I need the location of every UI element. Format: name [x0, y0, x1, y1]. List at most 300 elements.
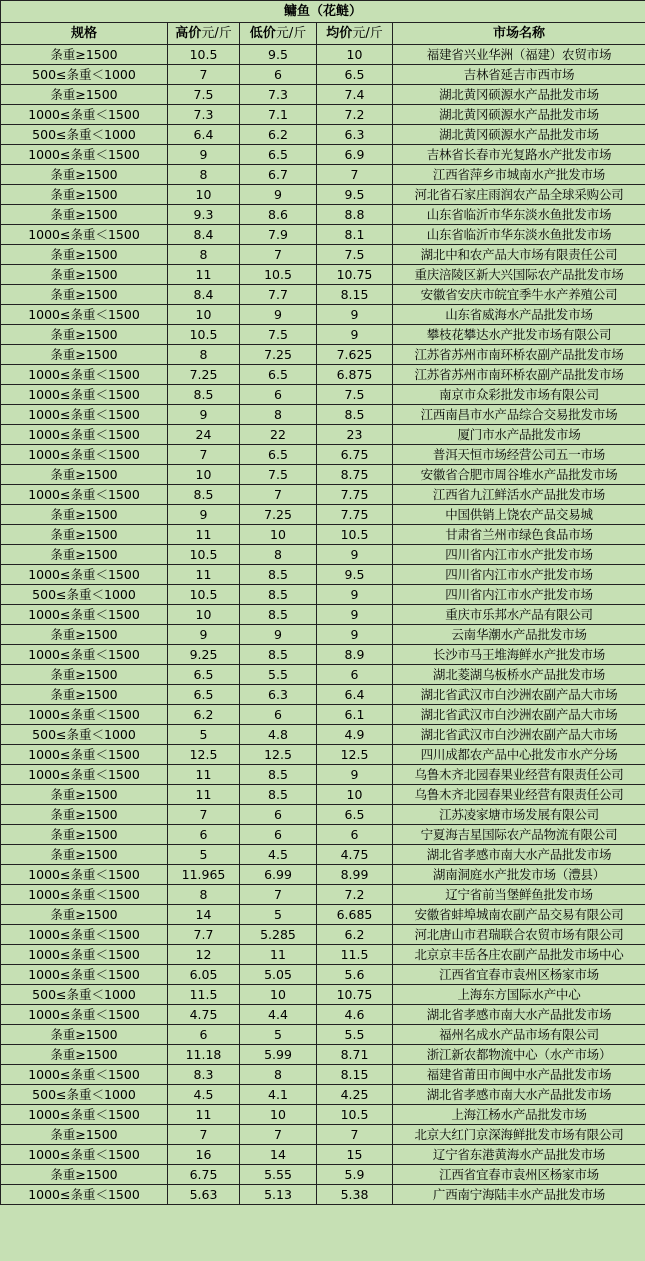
- cell-low: 6: [240, 705, 317, 725]
- cell-spec: 500≤条重＜1000: [1, 65, 168, 85]
- cell-avg: 9: [317, 605, 393, 625]
- cell-avg: 9: [317, 585, 393, 605]
- table-row: [1, 1145, 645, 1165]
- cell-market: 福建省莆田市闽中水产品批发市场: [393, 1065, 645, 1085]
- cell-low: 10: [240, 985, 317, 1005]
- cell-market: 南京市众彩批发市场有限公司: [393, 385, 645, 405]
- cell-spec: 500≤条重＜1000: [1, 1085, 168, 1105]
- table-row: [1, 165, 645, 185]
- cell-market: 四川省内江市水产批发市场: [393, 565, 645, 585]
- cell-avg: 8.5: [317, 405, 393, 425]
- cell-market: 湖北省武汉市白沙洲农副产品大市场: [393, 705, 645, 725]
- table-row: [1, 245, 645, 265]
- cell-market: 重庆涪陵区新大兴国际农产品批发市场: [393, 265, 645, 285]
- cell-high: 7.3: [168, 105, 240, 125]
- cell-high: 9: [168, 625, 240, 645]
- cell-low: 7: [240, 485, 317, 505]
- table-title: 鳙鱼（花鲢）: [1, 1, 645, 23]
- cell-low: 7.1: [240, 105, 317, 125]
- cell-spec: 1000≤条重＜1500: [1, 105, 168, 125]
- cell-high: 11: [168, 565, 240, 585]
- cell-market: 福州名成水产品市场有限公司: [393, 1025, 645, 1045]
- cell-low: 6.5: [240, 145, 317, 165]
- table-row: [1, 965, 645, 985]
- cell-low: 7.25: [240, 345, 317, 365]
- title-row: [1, 1, 645, 23]
- cell-avg: 7: [317, 165, 393, 185]
- cell-low: 5.5: [240, 665, 317, 685]
- table-row: [1, 785, 645, 805]
- header-avg-label: 均价: [326, 26, 353, 41]
- cell-low: 6.99: [240, 865, 317, 885]
- cell-low: 14: [240, 1145, 317, 1165]
- cell-high: 11: [168, 525, 240, 545]
- cell-high: 5: [168, 725, 240, 745]
- cell-avg: 10.75: [317, 265, 393, 285]
- table-row: [1, 425, 645, 445]
- cell-spec: 条重≥1500: [1, 205, 168, 225]
- cell-avg: 10.75: [317, 985, 393, 1005]
- cell-low: 8.6: [240, 205, 317, 225]
- cell-avg: 7.625: [317, 345, 393, 365]
- cell-market: 辽宁省东港黄海水产品批发市场: [393, 1145, 645, 1165]
- cell-high: 14: [168, 905, 240, 925]
- cell-market: 上海江杨水产品批发市场: [393, 1105, 645, 1125]
- cell-avg: 7.5: [317, 385, 393, 405]
- header-avg-unit: 元/斤: [352, 26, 383, 41]
- cell-avg: 6.4: [317, 685, 393, 705]
- cell-avg: 11.5: [317, 945, 393, 965]
- cell-spec: 1000≤条重＜1500: [1, 705, 168, 725]
- cell-spec: 1000≤条重＜1500: [1, 225, 168, 245]
- cell-market: 江苏省苏州市南环桥农副产品批发市场: [393, 365, 645, 385]
- cell-market: 吉林省长春市光复路水产批发市场: [393, 145, 645, 165]
- cell-market: 湖北省武汉市白沙洲农副产品大市场: [393, 725, 645, 745]
- cell-high: 16: [168, 1145, 240, 1165]
- cell-market: 山东省临沂市华东淡水鱼批发市场: [393, 225, 645, 245]
- cell-market: 乌鲁木齐北园春果业经营有限责任公司: [393, 765, 645, 785]
- cell-market: 吉林省延吉市西市场: [393, 65, 645, 85]
- cell-avg: 15: [317, 1145, 393, 1165]
- cell-high: 11: [168, 785, 240, 805]
- table-row: [1, 125, 645, 145]
- cell-avg: 7.5: [317, 245, 393, 265]
- cell-market: 中国供销上饶农产品交易城: [393, 505, 645, 525]
- table-row: [1, 805, 645, 825]
- cell-avg: 4.9: [317, 725, 393, 745]
- cell-high: 10: [168, 185, 240, 205]
- cell-high: 10: [168, 605, 240, 625]
- cell-high: 8: [168, 165, 240, 185]
- cell-avg: 7.2: [317, 105, 393, 125]
- cell-spec: 条重≥1500: [1, 465, 168, 485]
- cell-avg: 6.9: [317, 145, 393, 165]
- cell-avg: 12.5: [317, 745, 393, 765]
- table-row: [1, 1045, 645, 1065]
- cell-high: 7: [168, 445, 240, 465]
- cell-spec: 1000≤条重＜1500: [1, 1145, 168, 1165]
- cell-high: 9: [168, 405, 240, 425]
- cell-avg: 9: [317, 765, 393, 785]
- cell-high: 6.5: [168, 665, 240, 685]
- cell-low: 5.285: [240, 925, 317, 945]
- cell-low: 6: [240, 825, 317, 845]
- cell-avg: 8.1: [317, 225, 393, 245]
- cell-spec: 1000≤条重＜1500: [1, 945, 168, 965]
- table-row: [1, 305, 645, 325]
- cell-avg: 6.75: [317, 445, 393, 465]
- cell-high: 7.25: [168, 365, 240, 385]
- cell-avg: 6.5: [317, 65, 393, 85]
- cell-market: 湖北省孝感市南大水产品批发市场: [393, 1085, 645, 1105]
- cell-avg: 6.5: [317, 805, 393, 825]
- cell-market: 上海东方国际水产中心: [393, 985, 645, 1005]
- cell-avg: 7.75: [317, 485, 393, 505]
- cell-avg: 8.15: [317, 1065, 393, 1085]
- cell-low: 7.3: [240, 85, 317, 105]
- table-row: [1, 1185, 645, 1205]
- cell-high: 9: [168, 505, 240, 525]
- cell-low: 7.5: [240, 325, 317, 345]
- cell-high: 24: [168, 425, 240, 445]
- cell-avg: 4.25: [317, 1085, 393, 1105]
- table-row: [1, 1105, 645, 1125]
- table-row: [1, 105, 645, 125]
- cell-market: 湖北省孝感市南大水产品批发市场: [393, 845, 645, 865]
- cell-market: 江西南昌市水产品综合交易批发市场: [393, 405, 645, 425]
- cell-avg: 8.99: [317, 865, 393, 885]
- cell-low: 7: [240, 1125, 317, 1145]
- cell-low: 8.5: [240, 645, 317, 665]
- cell-spec: 条重≥1500: [1, 525, 168, 545]
- cell-high: 7.7: [168, 925, 240, 945]
- cell-spec: 条重≥1500: [1, 825, 168, 845]
- cell-market: 江西省宜春市袁州区杨家市场: [393, 965, 645, 985]
- cell-spec: 1000≤条重＜1500: [1, 445, 168, 465]
- cell-spec: 条重≥1500: [1, 1025, 168, 1045]
- cell-low: 6: [240, 385, 317, 405]
- cell-low: 10.5: [240, 265, 317, 285]
- cell-low: 5.55: [240, 1165, 317, 1185]
- table-row: [1, 565, 645, 585]
- table-row: [1, 665, 645, 685]
- cell-high: 6.75: [168, 1165, 240, 1185]
- table-row: [1, 985, 645, 1005]
- table-row: [1, 225, 645, 245]
- cell-low: 8.5: [240, 605, 317, 625]
- cell-spec: 条重≥1500: [1, 285, 168, 305]
- table-row: [1, 505, 645, 525]
- cell-high: 7: [168, 65, 240, 85]
- table-row: [1, 345, 645, 365]
- table-row: [1, 145, 645, 165]
- cell-low: 8: [240, 1065, 317, 1085]
- cell-low: 8.5: [240, 785, 317, 805]
- cell-high: 4.75: [168, 1005, 240, 1025]
- cell-spec: 1000≤条重＜1500: [1, 1105, 168, 1125]
- table-row: [1, 765, 645, 785]
- cell-spec: 条重≥1500: [1, 1125, 168, 1145]
- cell-spec: 1000≤条重＜1500: [1, 405, 168, 425]
- cell-spec: 1000≤条重＜1500: [1, 145, 168, 165]
- cell-avg: 6.875: [317, 365, 393, 385]
- cell-market: 四川省内江市水产批发市场: [393, 545, 645, 565]
- cell-spec: 条重≥1500: [1, 545, 168, 565]
- table-row: [1, 905, 645, 925]
- cell-low: 5.13: [240, 1185, 317, 1205]
- cell-market: 湖北黄冈硕源水产品批发市场: [393, 125, 645, 145]
- cell-spec: 条重≥1500: [1, 905, 168, 925]
- cell-low: 7.9: [240, 225, 317, 245]
- table-row: [1, 885, 645, 905]
- cell-avg: 8.75: [317, 465, 393, 485]
- header-low-unit: 元/斤: [275, 26, 307, 41]
- cell-spec: 条重≥1500: [1, 165, 168, 185]
- cell-spec: 条重≥1500: [1, 685, 168, 705]
- cell-spec: 500≤条重＜1000: [1, 725, 168, 745]
- table-row: [1, 545, 645, 565]
- cell-spec: 条重≥1500: [1, 665, 168, 685]
- cell-avg: 6: [317, 825, 393, 845]
- cell-spec: 条重≥1500: [1, 265, 168, 285]
- cell-avg: 6.1: [317, 705, 393, 725]
- table-row: [1, 1025, 645, 1045]
- table-row: [1, 725, 645, 745]
- cell-market: 浙江新农都物流中心（水产市场）: [393, 1045, 645, 1065]
- cell-avg: 7.2: [317, 885, 393, 905]
- cell-high: 6.5: [168, 685, 240, 705]
- cell-high: 10.5: [168, 325, 240, 345]
- table-row: [1, 1165, 645, 1185]
- table-row: [1, 325, 645, 345]
- table-row: [1, 525, 645, 545]
- cell-high: 8: [168, 345, 240, 365]
- header-high-unit: 元/斤: [201, 26, 232, 41]
- cell-avg: 8.15: [317, 285, 393, 305]
- table-row: [1, 1125, 645, 1145]
- cell-spec: 1000≤条重＜1500: [1, 365, 168, 385]
- cell-spec: 条重≥1500: [1, 245, 168, 265]
- cell-spec: 1000≤条重＜1500: [1, 485, 168, 505]
- cell-market: 湖北省孝感市南大水产品批发市场: [393, 1005, 645, 1025]
- cell-market: 长沙市马王堆海鲜水产批发市场: [393, 645, 645, 665]
- table-row: [1, 705, 645, 725]
- header-high-label: 高价: [175, 26, 202, 41]
- cell-market: 乌鲁木齐北园春果业经营有限责任公司: [393, 785, 645, 805]
- cell-spec: 条重≥1500: [1, 1045, 168, 1065]
- cell-high: 8.5: [168, 385, 240, 405]
- cell-spec: 条重≥1500: [1, 185, 168, 205]
- table-row: [1, 685, 645, 705]
- cell-low: 5: [240, 1025, 317, 1045]
- cell-market: 湖南洞庭水产批发市场（澧县）: [393, 865, 645, 885]
- table-row: [1, 825, 645, 845]
- header-low-label: 低价: [249, 26, 276, 41]
- header-high: [168, 23, 240, 45]
- cell-high: 7: [168, 805, 240, 825]
- cell-high: 9.3: [168, 205, 240, 225]
- cell-low: 9.5: [240, 45, 317, 65]
- cell-high: 5: [168, 845, 240, 865]
- cell-spec: 1000≤条重＜1500: [1, 1005, 168, 1025]
- cell-spec: 500≤条重＜1000: [1, 125, 168, 145]
- cell-high: 6.4: [168, 125, 240, 145]
- cell-low: 4.5: [240, 845, 317, 865]
- cell-market: 福建省兴业华洲（福建）农贸市场: [393, 45, 645, 65]
- header-row: [1, 23, 645, 45]
- cell-market: 湖北黄冈硕源水产品批发市场: [393, 105, 645, 125]
- cell-low: 7.7: [240, 285, 317, 305]
- header-low: [240, 23, 317, 45]
- header-market: 市场名称: [393, 23, 645, 45]
- cell-high: 6: [168, 1025, 240, 1045]
- cell-high: 8.4: [168, 225, 240, 245]
- cell-spec: 1000≤条重＜1500: [1, 385, 168, 405]
- cell-spec: 500≤条重＜1000: [1, 985, 168, 1005]
- cell-market: 重庆市乐邦水产品有限公司: [393, 605, 645, 625]
- cell-high: 4.5: [168, 1085, 240, 1105]
- cell-market: 湖北菱湖乌板桥水产品批发市场: [393, 665, 645, 685]
- cell-high: 8.5: [168, 485, 240, 505]
- cell-market: 江西省九江鲜活水产品批发市场: [393, 485, 645, 505]
- cell-high: 11.18: [168, 1045, 240, 1065]
- cell-market: 云南华潮水产品批发市场: [393, 625, 645, 645]
- cell-high: 12.5: [168, 745, 240, 765]
- cell-avg: 9.5: [317, 565, 393, 585]
- cell-high: 7: [168, 1125, 240, 1145]
- table-row: [1, 265, 645, 285]
- cell-avg: 9: [317, 545, 393, 565]
- cell-high: 7.5: [168, 85, 240, 105]
- cell-low: 8.5: [240, 565, 317, 585]
- cell-spec: 条重≥1500: [1, 805, 168, 825]
- cell-low: 6.2: [240, 125, 317, 145]
- cell-low: 6.5: [240, 365, 317, 385]
- table-row: [1, 945, 645, 965]
- cell-avg: 23: [317, 425, 393, 445]
- cell-market: 安徽省合肥市周谷堆水产品批发市场: [393, 465, 645, 485]
- cell-high: 10: [168, 305, 240, 325]
- cell-market: 山东省威海水产品批发市场: [393, 305, 645, 325]
- cell-avg: 6.2: [317, 925, 393, 945]
- cell-avg: 6.3: [317, 125, 393, 145]
- cell-avg: 6.685: [317, 905, 393, 925]
- cell-low: 6: [240, 65, 317, 85]
- cell-market: 辽宁省前当堡鲜鱼批发市场: [393, 885, 645, 905]
- cell-market: 江西省萍乡市城南水产批发市场: [393, 165, 645, 185]
- cell-low: 10: [240, 1105, 317, 1125]
- cell-high: 6.05: [168, 965, 240, 985]
- cell-spec: 1000≤条重＜1500: [1, 745, 168, 765]
- cell-market: 北京大红门京深海鲜批发市场有限公司: [393, 1125, 645, 1145]
- cell-avg: 10: [317, 785, 393, 805]
- table-row: [1, 385, 645, 405]
- cell-avg: 4.75: [317, 845, 393, 865]
- cell-low: 11: [240, 945, 317, 965]
- cell-avg: 7.75: [317, 505, 393, 525]
- cell-avg: 10.5: [317, 525, 393, 545]
- cell-low: 10: [240, 525, 317, 545]
- table-row: [1, 1005, 645, 1025]
- cell-avg: 6: [317, 665, 393, 685]
- table-row: [1, 445, 645, 465]
- cell-market: 湖北黄冈硕源水产品批发市场: [393, 85, 645, 105]
- table-row: [1, 605, 645, 625]
- cell-low: 4.1: [240, 1085, 317, 1105]
- cell-high: 11.5: [168, 985, 240, 1005]
- cell-market: 河北省石家庄雨润农产品全球采购公司: [393, 185, 645, 205]
- cell-high: 8.4: [168, 285, 240, 305]
- cell-avg: 8.71: [317, 1045, 393, 1065]
- cell-spec: 条重≥1500: [1, 625, 168, 645]
- cell-market: 河北唐山市君瑞联合农贸市场有限公司: [393, 925, 645, 945]
- cell-market: 四川省内江市水产批发市场: [393, 585, 645, 605]
- cell-avg: 7.4: [317, 85, 393, 105]
- cell-high: 6: [168, 825, 240, 845]
- cell-low: 7.5: [240, 465, 317, 485]
- table-row: [1, 1085, 645, 1105]
- cell-low: 9: [240, 625, 317, 645]
- cell-low: 7.25: [240, 505, 317, 525]
- cell-market: 江西省宜春市袁州区杨家市场: [393, 1165, 645, 1185]
- cell-low: 6: [240, 805, 317, 825]
- table-row: [1, 205, 645, 225]
- cell-spec: 1000≤条重＜1500: [1, 565, 168, 585]
- cell-high: 11: [168, 265, 240, 285]
- cell-spec: 条重≥1500: [1, 45, 168, 65]
- cell-spec: 条重≥1500: [1, 85, 168, 105]
- cell-avg: 7: [317, 1125, 393, 1145]
- cell-high: 10.5: [168, 45, 240, 65]
- cell-high: 11.965: [168, 865, 240, 885]
- cell-spec: 条重≥1500: [1, 505, 168, 525]
- cell-high: 9.25: [168, 645, 240, 665]
- cell-avg: 4.6: [317, 1005, 393, 1025]
- cell-high: 8.3: [168, 1065, 240, 1085]
- cell-market: 甘肃省兰州市绿色食品市场: [393, 525, 645, 545]
- cell-market: 普洱天恒市场经营公司五一市场: [393, 445, 645, 465]
- cell-low: 7: [240, 245, 317, 265]
- cell-avg: 8.9: [317, 645, 393, 665]
- cell-market: 江苏省苏州市南环桥农副产品批发市场: [393, 345, 645, 365]
- cell-low: 12.5: [240, 745, 317, 765]
- table-row: [1, 465, 645, 485]
- cell-low: 6.5: [240, 445, 317, 465]
- cell-low: 8.5: [240, 765, 317, 785]
- cell-spec: 1000≤条重＜1500: [1, 305, 168, 325]
- cell-spec: 1000≤条重＜1500: [1, 865, 168, 885]
- cell-low: 5: [240, 905, 317, 925]
- cell-high: 10: [168, 465, 240, 485]
- cell-avg: 5.38: [317, 1185, 393, 1205]
- cell-spec: 1000≤条重＜1500: [1, 965, 168, 985]
- cell-spec: 条重≥1500: [1, 785, 168, 805]
- cell-avg: 10.5: [317, 1105, 393, 1125]
- table-row: [1, 845, 645, 865]
- cell-low: 4.8: [240, 725, 317, 745]
- cell-spec: 条重≥1500: [1, 1165, 168, 1185]
- cell-high: 11: [168, 765, 240, 785]
- cell-market: 攀枝花攀达水产批发市场有限公司: [393, 325, 645, 345]
- cell-avg: 9: [317, 625, 393, 645]
- cell-spec: 1000≤条重＜1500: [1, 605, 168, 625]
- cell-low: 8: [240, 405, 317, 425]
- cell-high: 8: [168, 885, 240, 905]
- cell-avg: 5.6: [317, 965, 393, 985]
- cell-high: 10.5: [168, 545, 240, 565]
- cell-high: 11: [168, 1105, 240, 1125]
- cell-low: 5.05: [240, 965, 317, 985]
